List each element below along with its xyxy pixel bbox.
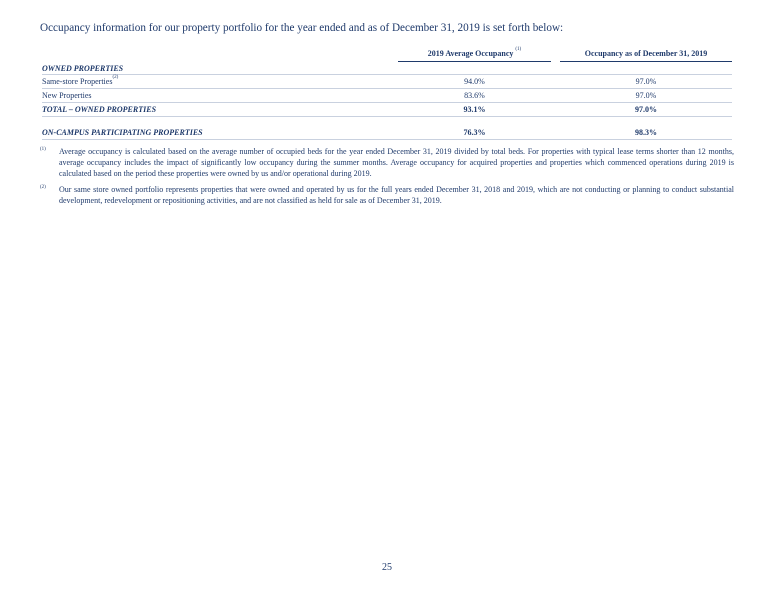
row-label [42, 77, 118, 86]
owned-properties-heading: OWNED PROPERTIES [42, 64, 124, 73]
row-label-text: Same-store Properties [42, 77, 113, 86]
column-header-average-occupancy-label: 2019 Average Occupancy [427, 49, 514, 58]
column-header-occupancy-as-of: Occupancy as of December 31, 2019 [560, 49, 732, 62]
footnote-text: Average occupancy is calculated based on the average number of occupied beds for the year ended December 31, 2019 divided by total beds. For properties with typical lease terms shorter than 12 months, average occupancy includes the impact of significantly low occupancy during the summer months. Average occupancy for acquired properties and properties which commenced operations during 2019 is calculated based on the period these properties were owned by us and/or operational during 2019. [59, 147, 734, 178]
row-average-occupancy: 83.6% [464, 91, 485, 100]
row-average-occupancy: 94.0% [464, 77, 485, 86]
row-occupancy-as-of: 97.0% [635, 77, 657, 86]
on-campus-occupancy-as-of: 98.3% [635, 128, 657, 137]
row-occupancy-as-of: 97.0% [635, 91, 657, 100]
on-campus-average-occupancy: 76.3% [463, 128, 486, 137]
row-label: New Properties [42, 91, 92, 100]
column-header-footnote-ref: (1) [515, 47, 522, 52]
intro-paragraph: Occupancy information for our property portfolio for the year ended and as of December 31, 2019 is set forth below: [40, 22, 564, 34]
row-divider [42, 88, 732, 89]
total-owned-average-occupancy: 93.1% [463, 105, 486, 114]
page-number: 25 [382, 562, 392, 573]
footnote [40, 146, 734, 179]
on-campus-label: ON-CAMPUS PARTICIPATING PROPERTIES [42, 128, 203, 137]
footnote-marker: (2) [40, 185, 46, 190]
row-divider [42, 116, 732, 117]
total-owned-label: TOTAL – OWNED PROPERTIES [42, 105, 157, 114]
column-header-average-occupancy [398, 49, 551, 62]
row-footnote-ref: (2) [112, 75, 119, 80]
total-owned-occupancy-as-of: 97.0% [635, 105, 657, 114]
row-divider [42, 139, 732, 140]
footnote-marker: (1) [40, 147, 46, 152]
row-divider [42, 102, 732, 103]
footnote-text: Our same store owned portfolio represents properties that were owned and operated by us for the full years ended December 31, 2018 and 2019, which are not conducting or planning to conduct substantial development, redevelopment or repositioning activities, and are not classified as held for sale as of December 31, 2019. [59, 185, 734, 205]
row-divider [42, 74, 732, 75]
footnote [40, 184, 734, 206]
